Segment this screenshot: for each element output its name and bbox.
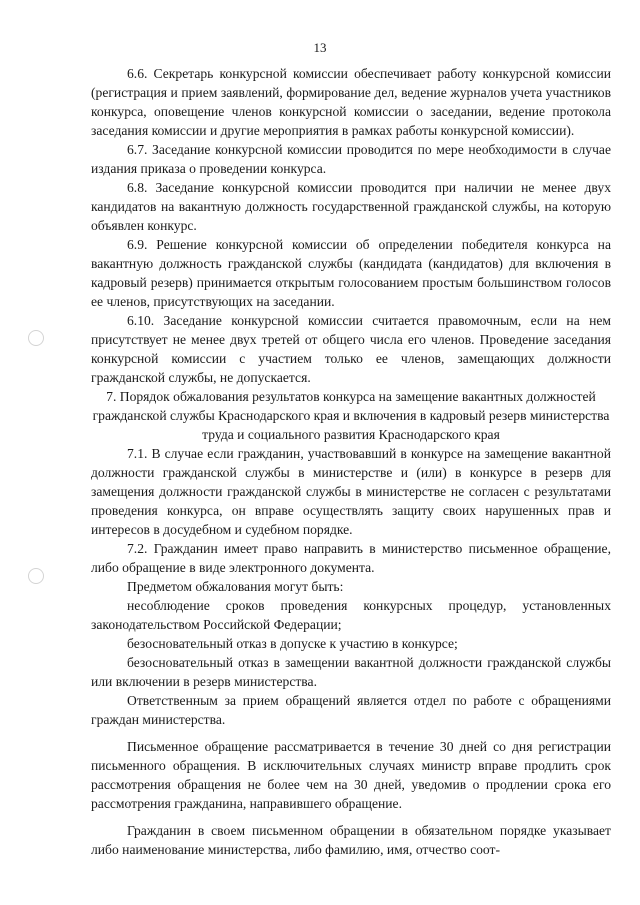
paragraph-appeal-item-3: безосновательный отказ в замещении вакантной должности гражданской службы или включении в резерв министерства.	[91, 655, 611, 689]
page-number: 13	[313, 40, 327, 55]
section-7-paragraphs	[91, 444, 611, 859]
paragraph-6-10: 6.10. Заседание конкурсной комиссии считается правомочным, если на нем присутствует не менее двух третей от общего числа его членов. Проведение заседания конкурсной комиссии с участием только ее членов, замещающих должности гражданской службы, не допускается.	[91, 313, 611, 385]
document-body	[91, 64, 611, 859]
paragraph-responsible-dept: Ответственным за прием обращений является отдел по работе с обращениями граждан министерства.	[91, 693, 611, 727]
paragraph-7-2: 7.2. Гражданин имеет право направить в министерство письменное обращение, либо обращение в виде электронного документа.	[91, 541, 611, 575]
punch-hole-mark	[28, 568, 44, 584]
punch-hole-mark	[28, 330, 44, 346]
paragraph-6-8: 6.8. Заседание конкурсной комиссии проводится при наличии не менее двух кандидатов на вакантную должность государственной гражданской службы, на которую объявлен конкурс.	[91, 180, 611, 233]
paragraph-appeal-item-1: несоблюдение сроков проведения конкурсных процедур, установленных законодательством Российской Федерации;	[91, 598, 611, 632]
paragraph-appeal-subject: Предметом обжалования могут быть:	[127, 579, 344, 594]
paragraph-7-1: 7.1. В случае если гражданин, участвовавший в конкурсе на замещение вакантной должности гражданской службы в министерстве и (или) в конкурсе в резерв для замещения должности гражданской службы в министерстве не согласен с результатами проведения конкурса, он вправе осуществлять защиту своих нарушенных прав и интересов в досудебном и судебном порядке.	[91, 446, 611, 537]
paragraph-appeal-item-2: безосновательный отказ в допуске к участию в конкурсе;	[127, 636, 458, 651]
paragraph-review-period: Письменное обращение рассматривается в течение 30 дней со дня регистрации письменного обращения. В исключительных случаях министр вправе продлить срок рассмотрения обращения не более чем на 30 дней, уведомив о продлении срока его рассмотрения гражданина, направившего обращение.	[91, 739, 611, 811]
paragraph-appeal-contents: Гражданин в своем письменном обращении в обязательном порядке указывает либо наименование министерства, либо фамилию, имя, отчество соот-	[91, 823, 611, 857]
section-7-heading: 7. Порядок обжалования результатов конкурса на замещение вакантных должностей гражданской службы Краснодарского края и включения в кадровый резерв министерства труда и социального развития Краснодарского края	[92, 389, 610, 442]
paragraph-6-7: 6.7. Заседание конкурсной комиссии проводится по мере необходимости в случае издания приказа о проведении конкурса.	[91, 142, 611, 176]
section-6-paragraphs	[91, 64, 611, 387]
paragraph-6-6: 6.6. Секретарь конкурсной комиссии обеспечивает работу конкурсной комиссии (регистрация и прием заявлений, формирование дел, ведение журналов учета участников конкурса, оповещение членов конкурсной комиссии о заседании, ведение протокола заседания комиссии и другие мероприятия в рамках работы конкурсной комиссии).	[91, 66, 611, 138]
paragraph-6-9: 6.9. Решение конкурсной комиссии об определении победителя конкурса на вакантную должность гражданской службы (кандидата (кандидатов) для включения в кадровый резерв) принимается открытым голосованием простым большинством голосов ее членов, присутствующих на заседании.	[91, 237, 611, 309]
